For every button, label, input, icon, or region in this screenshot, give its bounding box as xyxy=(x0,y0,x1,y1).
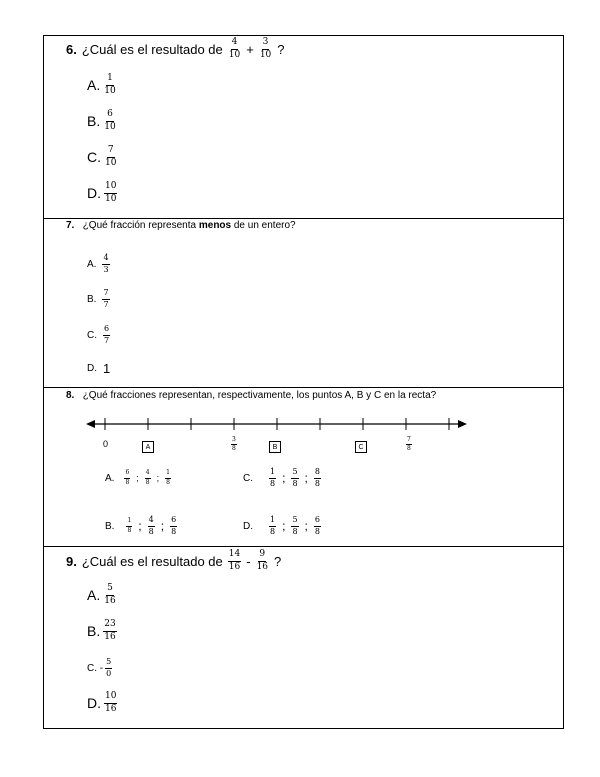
question-8 xyxy=(66,390,436,401)
option-letter: C. - xyxy=(87,662,104,674)
question-text: ¿Cuál es el resultado de xyxy=(81,553,223,569)
right-arrow-icon xyxy=(458,420,467,428)
option-letter: D. xyxy=(87,695,101,712)
operator: - xyxy=(246,553,251,569)
left-arrow-icon xyxy=(86,420,95,428)
option-letter: B. xyxy=(105,520,115,532)
mark-three-eighths: $\frac{3}{8}$ xyxy=(232,435,236,453)
option-letter: D. xyxy=(87,363,97,374)
option-letter: A. xyxy=(87,77,101,94)
option-c[interactable] xyxy=(87,325,110,346)
question-number: 7. xyxy=(66,220,75,231)
operator: + xyxy=(246,41,254,57)
fraction: $\frac{9}{16}$ xyxy=(256,549,269,572)
option-letter: B. xyxy=(87,293,97,305)
option-b[interactable]: B. $\frac{1}{8}$ ; $\frac{4}{8}$ ; $\frac{6}{8}$ xyxy=(105,515,177,536)
option-d[interactable]: D. $\frac{1}{8}$ ; $\frac{5}{8}$ ; $\frac{6}{8}$ xyxy=(243,515,320,536)
fraction: $\frac{10}{10}$ xyxy=(105,181,117,204)
fraction: $\frac{7}{10}$ xyxy=(105,145,117,168)
option-a[interactable] xyxy=(87,584,117,607)
option-letter: C. xyxy=(243,472,253,484)
question-number: 6. xyxy=(66,41,77,57)
question-text: de un entero? xyxy=(231,220,296,231)
fraction: $\frac{5}{0}$ xyxy=(106,657,112,678)
question-6 xyxy=(66,38,285,61)
question-mark: ? xyxy=(277,41,285,57)
divider xyxy=(44,546,563,547)
fraction: $\frac{14}{16}$ xyxy=(228,549,241,572)
option-letter: C. xyxy=(87,149,101,166)
fraction: $\frac{6}{10}$ xyxy=(104,109,116,132)
option-letter: B. xyxy=(87,113,101,130)
option-d[interactable] xyxy=(87,182,117,205)
option-a[interactable] xyxy=(87,254,110,275)
option-letter: A. xyxy=(87,258,97,270)
option-c[interactable] xyxy=(87,146,117,169)
fraction: $\frac{5}{16}$ xyxy=(104,583,116,606)
fraction: $\frac{6}{7}$ xyxy=(104,324,110,345)
fraction: $\frac{4}{3}$ xyxy=(103,253,109,274)
divider xyxy=(44,218,563,219)
option-letter: D. xyxy=(243,520,253,532)
fraction: $\frac{4}{10}$ xyxy=(228,37,241,60)
worksheet-frame xyxy=(43,35,564,729)
question-text: ¿Qué fracción representa xyxy=(82,220,199,231)
option-letter: D. xyxy=(87,185,101,202)
divider xyxy=(44,387,563,388)
point-box-c: C xyxy=(355,441,367,453)
number-line xyxy=(84,414,469,434)
fraction: $\frac{1}{10}$ xyxy=(104,73,116,96)
mark-seven-eighths: $\frac{7}{8}$ xyxy=(407,435,411,453)
point-box-b: B xyxy=(269,441,281,453)
question-text: ¿Qué fracciones representan, respectivamente, los puntos A, B y C en la recta? xyxy=(82,390,437,401)
question-9 xyxy=(66,550,281,573)
option-b[interactable] xyxy=(87,620,117,643)
option-a[interactable]: A. $\frac{6}{8}$ ; $\frac{4}{8}$ ; $\frac{1}{8}$ xyxy=(105,469,170,486)
option-letter: C. xyxy=(87,329,97,341)
fraction: $\frac{23}{16}$ xyxy=(104,619,116,642)
question-number: 9. xyxy=(66,553,77,569)
option-c[interactable] xyxy=(87,658,112,679)
option-value: 1 xyxy=(103,361,111,376)
question-emphasis: menos xyxy=(198,220,232,231)
option-letter: A. xyxy=(105,472,115,484)
option-d[interactable] xyxy=(87,361,110,376)
option-a[interactable] xyxy=(87,74,117,97)
question-7 xyxy=(66,220,296,231)
question-text: ¿Cuál es el resultado de xyxy=(81,41,223,57)
option-b[interactable] xyxy=(87,289,110,310)
question-mark: ? xyxy=(274,553,282,569)
fraction: $\frac{10}{16}$ xyxy=(105,691,117,714)
point-box-a: A xyxy=(142,441,154,453)
zero-label: 0 xyxy=(103,439,109,449)
option-d[interactable] xyxy=(87,692,117,715)
question-number: 8. xyxy=(66,390,75,401)
option-c[interactable]: C. $\frac{1}{8}$ ; $\frac{5}{8}$ ; $\frac{8}{8}$ xyxy=(243,467,320,488)
option-letter: B. xyxy=(87,623,101,640)
option-b[interactable] xyxy=(87,110,117,133)
fraction: $\frac{3}{10}$ xyxy=(259,37,272,60)
fraction: $\frac{7}{7}$ xyxy=(103,288,109,309)
option-letter: A. xyxy=(87,587,101,604)
